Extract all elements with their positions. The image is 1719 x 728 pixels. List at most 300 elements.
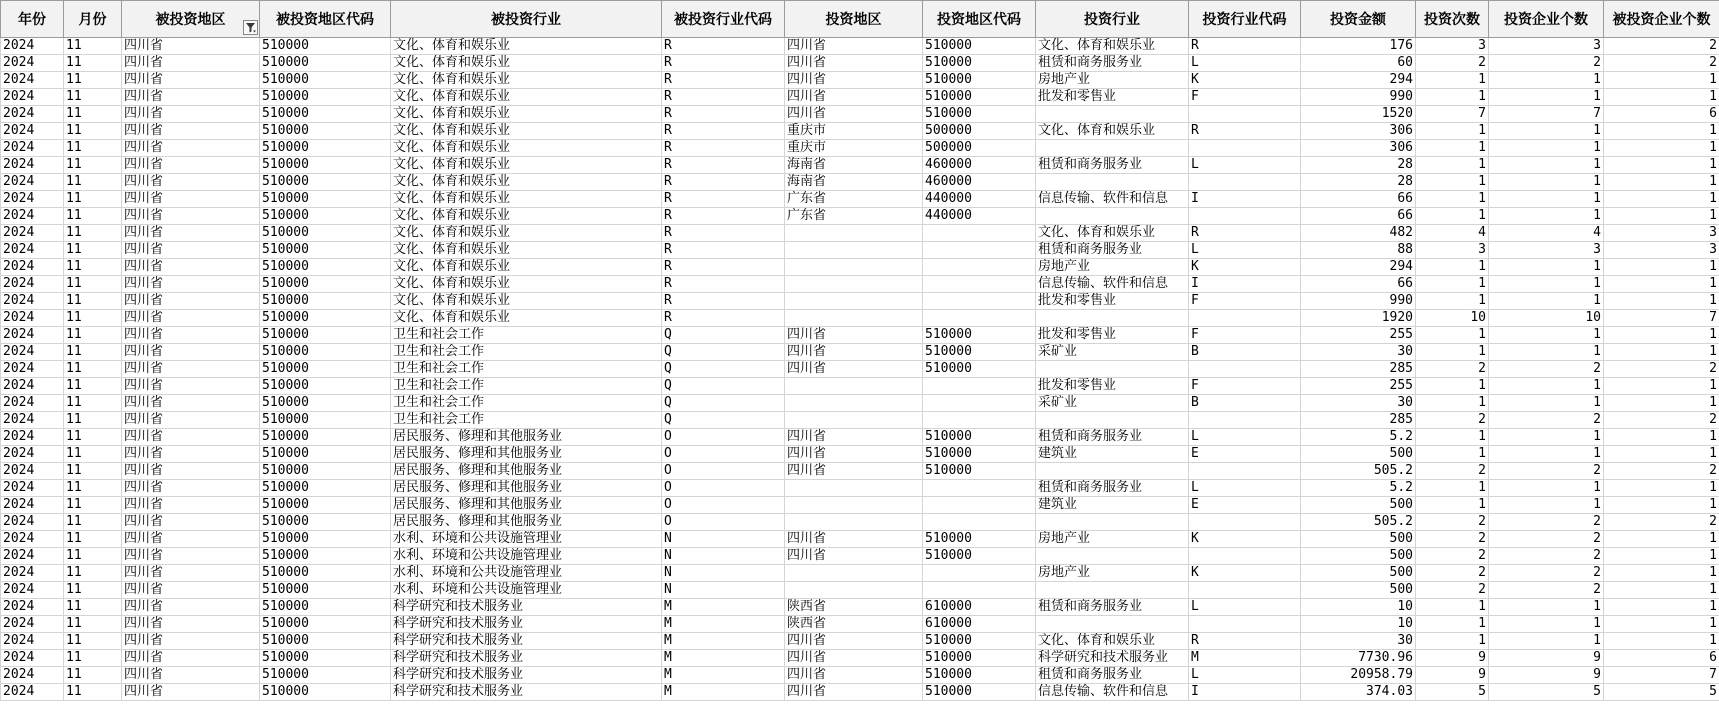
table-cell[interactable]: 510000 <box>923 548 1036 565</box>
table-cell[interactable]: 1 <box>1489 480 1604 497</box>
table-cell[interactable]: 1 <box>1489 259 1604 276</box>
table-cell[interactable]: L <box>1189 157 1301 174</box>
table-cell[interactable]: 2 <box>1416 514 1489 531</box>
table-cell[interactable]: 1 <box>1604 191 1719 208</box>
table-cell[interactable]: 10 <box>1489 310 1604 327</box>
table-cell[interactable]: 四川省 <box>122 429 260 446</box>
table-cell[interactable]: 文化、体育和娱乐业 <box>391 259 662 276</box>
table-cell[interactable]: 510000 <box>923 446 1036 463</box>
table-cell[interactable]: 3 <box>1604 242 1719 259</box>
table-cell[interactable]: 510000 <box>260 55 391 72</box>
table-cell[interactable]: M <box>662 616 785 633</box>
table-cell[interactable]: 510000 <box>923 38 1036 55</box>
table-cell[interactable]: 1 <box>1489 123 1604 140</box>
table-cell[interactable]: 1 <box>1416 208 1489 225</box>
table-cell[interactable]: 1 <box>1604 565 1719 582</box>
table-cell[interactable]: 居民服务、修理和其他服务业 <box>391 429 662 446</box>
table-cell[interactable]: Q <box>662 395 785 412</box>
table-cell[interactable]: 11 <box>64 208 122 225</box>
table-cell[interactable] <box>923 395 1036 412</box>
table-cell[interactable]: 2 <box>1416 565 1489 582</box>
table-cell[interactable]: 科学研究和技术服务业 <box>391 616 662 633</box>
table-cell[interactable] <box>785 395 923 412</box>
table-cell[interactable]: 2024 <box>1 497 64 514</box>
table-cell[interactable] <box>923 259 1036 276</box>
table-cell[interactable]: 510000 <box>260 463 391 480</box>
table-cell[interactable]: 1520 <box>1301 106 1416 123</box>
table-cell[interactable]: 四川省 <box>122 599 260 616</box>
table-cell[interactable]: L <box>1189 242 1301 259</box>
table-cell[interactable]: 租赁和商务服务业 <box>1036 599 1189 616</box>
table-cell[interactable]: 居民服务、修理和其他服务业 <box>391 480 662 497</box>
table-cell[interactable] <box>785 582 923 599</box>
table-cell[interactable]: 510000 <box>260 123 391 140</box>
table-cell[interactable]: 66 <box>1301 191 1416 208</box>
table-cell[interactable]: 2024 <box>1 38 64 55</box>
table-cell[interactable]: 2024 <box>1 89 64 106</box>
table-cell[interactable]: 510000 <box>923 361 1036 378</box>
table-cell[interactable]: 房地产业 <box>1036 259 1189 276</box>
table-cell[interactable]: 510000 <box>923 72 1036 89</box>
table-cell[interactable]: 11 <box>64 89 122 106</box>
table-cell[interactable] <box>1036 412 1189 429</box>
table-cell[interactable]: R <box>662 72 785 89</box>
table-cell[interactable]: 11 <box>64 344 122 361</box>
table-cell[interactable]: 28 <box>1301 157 1416 174</box>
table-cell[interactable]: 1 <box>1489 395 1604 412</box>
table-cell[interactable]: 510000 <box>923 344 1036 361</box>
table-cell[interactable]: Q <box>662 344 785 361</box>
table-cell[interactable]: 四川省 <box>122 208 260 225</box>
table-cell[interactable]: R <box>662 208 785 225</box>
table-cell[interactable]: Q <box>662 361 785 378</box>
table-cell[interactable]: 2024 <box>1 395 64 412</box>
table-cell[interactable]: R <box>662 191 785 208</box>
table-cell[interactable]: 510000 <box>923 531 1036 548</box>
table-cell[interactable]: 510000 <box>260 514 391 531</box>
table-cell[interactable]: 510000 <box>260 548 391 565</box>
table-cell[interactable]: 科学研究和技术服务业 <box>391 633 662 650</box>
table-cell[interactable] <box>1189 208 1301 225</box>
table-cell[interactable]: 6 <box>1604 650 1719 667</box>
table-cell[interactable] <box>923 310 1036 327</box>
table-cell[interactable]: 四川省 <box>785 429 923 446</box>
table-cell[interactable]: 租赁和商务服务业 <box>1036 429 1189 446</box>
table-cell[interactable]: I <box>1189 276 1301 293</box>
table-cell[interactable]: 2024 <box>1 531 64 548</box>
table-cell[interactable]: 2024 <box>1 650 64 667</box>
table-cell[interactable]: 285 <box>1301 361 1416 378</box>
table-cell[interactable]: 四川省 <box>122 497 260 514</box>
table-cell[interactable]: 2 <box>1489 582 1604 599</box>
table-cell[interactable]: 2 <box>1604 412 1719 429</box>
table-cell[interactable]: 11 <box>64 429 122 446</box>
table-cell[interactable]: 500000 <box>923 123 1036 140</box>
table-cell[interactable]: 510000 <box>260 89 391 106</box>
table-cell[interactable]: 2 <box>1489 531 1604 548</box>
table-cell[interactable]: 2024 <box>1 140 64 157</box>
table-cell[interactable]: 2024 <box>1 616 64 633</box>
table-cell[interactable]: 文化、体育和娱乐业 <box>391 140 662 157</box>
table-cell[interactable]: 四川省 <box>122 38 260 55</box>
column-header[interactable] <box>122 1 260 38</box>
table-cell[interactable]: 四川省 <box>785 344 923 361</box>
table-cell[interactable] <box>923 497 1036 514</box>
table-cell[interactable]: 1 <box>1416 327 1489 344</box>
table-cell[interactable]: L <box>1189 480 1301 497</box>
table-cell[interactable]: 7 <box>1416 106 1489 123</box>
table-cell[interactable] <box>1036 208 1189 225</box>
table-cell[interactable]: M <box>1189 650 1301 667</box>
table-cell[interactable]: 四川省 <box>122 293 260 310</box>
table-cell[interactable]: R <box>662 38 785 55</box>
table-cell[interactable]: 文化、体育和娱乐业 <box>391 89 662 106</box>
table-cell[interactable]: 11 <box>64 463 122 480</box>
table-cell[interactable]: 1 <box>1604 293 1719 310</box>
table-cell[interactable]: R <box>662 55 785 72</box>
table-cell[interactable]: 510000 <box>260 378 391 395</box>
table-cell[interactable]: 7 <box>1489 106 1604 123</box>
table-cell[interactable] <box>1189 582 1301 599</box>
table-cell[interactable]: 居民服务、修理和其他服务业 <box>391 497 662 514</box>
table-cell[interactable]: 四川省 <box>785 548 923 565</box>
table-cell[interactable] <box>923 242 1036 259</box>
table-cell[interactable]: 2024 <box>1 55 64 72</box>
table-cell[interactable]: 文化、体育和娱乐业 <box>391 310 662 327</box>
table-cell[interactable]: 1 <box>1416 344 1489 361</box>
table-cell[interactable]: 1 <box>1489 191 1604 208</box>
table-cell[interactable]: B <box>1189 395 1301 412</box>
table-cell[interactable]: 2024 <box>1 667 64 684</box>
table-cell[interactable]: 66 <box>1301 276 1416 293</box>
table-cell[interactable]: 1 <box>1489 378 1604 395</box>
table-cell[interactable]: 卫生和社会工作 <box>391 361 662 378</box>
table-cell[interactable]: 7730.96 <box>1301 650 1416 667</box>
table-cell[interactable]: 500 <box>1301 497 1416 514</box>
table-cell[interactable]: O <box>662 429 785 446</box>
table-cell[interactable]: 2024 <box>1 446 64 463</box>
table-cell[interactable]: 30 <box>1301 633 1416 650</box>
table-cell[interactable]: 四川省 <box>122 633 260 650</box>
table-cell[interactable]: 4 <box>1416 225 1489 242</box>
table-cell[interactable] <box>1189 310 1301 327</box>
table-cell[interactable]: 2024 <box>1 310 64 327</box>
table-cell[interactable]: 11 <box>64 531 122 548</box>
table-cell[interactable]: 510000 <box>923 684 1036 701</box>
table-cell[interactable]: 4 <box>1489 225 1604 242</box>
table-cell[interactable]: 建筑业 <box>1036 497 1189 514</box>
table-cell[interactable]: 510000 <box>260 599 391 616</box>
table-cell[interactable]: E <box>1189 497 1301 514</box>
table-cell[interactable]: 1 <box>1416 72 1489 89</box>
table-cell[interactable]: 水利、环境和公共设施管理业 <box>391 565 662 582</box>
table-cell[interactable]: 11 <box>64 514 122 531</box>
table-cell[interactable]: 1 <box>1489 89 1604 106</box>
table-cell[interactable]: 四川省 <box>122 395 260 412</box>
table-cell[interactable]: 1 <box>1489 72 1604 89</box>
table-cell[interactable]: 四川省 <box>785 327 923 344</box>
table-cell[interactable]: F <box>1189 327 1301 344</box>
table-cell[interactable]: L <box>1189 55 1301 72</box>
table-cell[interactable]: 2024 <box>1 106 64 123</box>
table-cell[interactable]: 1 <box>1416 140 1489 157</box>
table-cell[interactable]: 1 <box>1416 446 1489 463</box>
table-cell[interactable] <box>1036 548 1189 565</box>
table-cell[interactable] <box>1189 514 1301 531</box>
table-cell[interactable]: 四川省 <box>122 276 260 293</box>
table-cell[interactable]: 海南省 <box>785 174 923 191</box>
table-cell[interactable]: 2024 <box>1 225 64 242</box>
table-cell[interactable]: 陕西省 <box>785 599 923 616</box>
table-cell[interactable]: R <box>662 157 785 174</box>
table-cell[interactable]: 1 <box>1604 157 1719 174</box>
table-cell[interactable]: L <box>1189 429 1301 446</box>
table-cell[interactable]: Q <box>662 327 785 344</box>
table-cell[interactable]: 四川省 <box>122 361 260 378</box>
table-cell[interactable]: 1 <box>1489 633 1604 650</box>
table-cell[interactable]: O <box>662 463 785 480</box>
table-cell[interactable]: 11 <box>64 446 122 463</box>
column-header[interactable] <box>1301 1 1416 38</box>
table-cell[interactable]: 1 <box>1416 293 1489 310</box>
column-header[interactable] <box>1416 1 1489 38</box>
table-cell[interactable]: E <box>1189 446 1301 463</box>
table-cell[interactable]: 1 <box>1604 344 1719 361</box>
table-cell[interactable]: 2 <box>1604 463 1719 480</box>
table-cell[interactable]: 文化、体育和娱乐业 <box>391 208 662 225</box>
table-cell[interactable]: 科学研究和技术服务业 <box>391 650 662 667</box>
table-cell[interactable]: 255 <box>1301 378 1416 395</box>
table-cell[interactable]: N <box>662 548 785 565</box>
table-cell[interactable]: 文化、体育和娱乐业 <box>391 225 662 242</box>
table-cell[interactable]: 5 <box>1489 684 1604 701</box>
table-cell[interactable]: Q <box>662 412 785 429</box>
table-cell[interactable]: 500 <box>1301 548 1416 565</box>
table-cell[interactable]: 四川省 <box>122 565 260 582</box>
table-cell[interactable] <box>923 565 1036 582</box>
table-cell[interactable]: 610000 <box>923 616 1036 633</box>
table-cell[interactable]: M <box>662 684 785 701</box>
table-cell[interactable]: 510000 <box>260 259 391 276</box>
table-cell[interactable]: O <box>662 514 785 531</box>
table-cell[interactable]: 2024 <box>1 293 64 310</box>
table-cell[interactable]: 重庆市 <box>785 140 923 157</box>
table-cell[interactable]: 510000 <box>923 106 1036 123</box>
table-cell[interactable]: 四川省 <box>122 310 260 327</box>
table-cell[interactable]: 11 <box>64 174 122 191</box>
table-cell[interactable]: 1 <box>1489 344 1604 361</box>
table-cell[interactable]: 1 <box>1604 616 1719 633</box>
table-cell[interactable]: 四川省 <box>122 327 260 344</box>
table-cell[interactable]: 510000 <box>260 225 391 242</box>
table-cell[interactable] <box>1036 616 1189 633</box>
table-cell[interactable]: 卫生和社会工作 <box>391 412 662 429</box>
table-cell[interactable]: 四川省 <box>122 684 260 701</box>
table-cell[interactable]: 11 <box>64 140 122 157</box>
table-cell[interactable]: 510000 <box>260 582 391 599</box>
table-cell[interactable] <box>923 480 1036 497</box>
table-cell[interactable]: 租赁和商务服务业 <box>1036 480 1189 497</box>
column-header[interactable] <box>785 1 923 38</box>
table-cell[interactable]: M <box>662 633 785 650</box>
table-cell[interactable]: F <box>1189 378 1301 395</box>
table-cell[interactable] <box>785 514 923 531</box>
table-cell[interactable]: 510000 <box>923 667 1036 684</box>
table-cell[interactable]: 房地产业 <box>1036 565 1189 582</box>
table-cell[interactable] <box>1036 514 1189 531</box>
table-cell[interactable]: 文化、体育和娱乐业 <box>1036 123 1189 140</box>
table-cell[interactable]: 1 <box>1416 157 1489 174</box>
table-cell[interactable]: 990 <box>1301 293 1416 310</box>
table-cell[interactable]: 科学研究和技术服务业 <box>391 599 662 616</box>
table-cell[interactable]: 10 <box>1301 616 1416 633</box>
table-cell[interactable]: 批发和零售业 <box>1036 89 1189 106</box>
table-cell[interactable]: 510000 <box>260 497 391 514</box>
table-cell[interactable]: 建筑业 <box>1036 446 1189 463</box>
table-cell[interactable]: 500 <box>1301 565 1416 582</box>
table-cell[interactable]: 500000 <box>923 140 1036 157</box>
table-cell[interactable]: 1 <box>1604 378 1719 395</box>
table-cell[interactable]: 1 <box>1489 140 1604 157</box>
table-cell[interactable]: 11 <box>64 684 122 701</box>
table-cell[interactable]: 四川省 <box>122 463 260 480</box>
table-cell[interactable]: 2024 <box>1 633 64 650</box>
table-cell[interactable] <box>785 276 923 293</box>
table-cell[interactable]: 1 <box>1416 174 1489 191</box>
table-cell[interactable]: K <box>1189 72 1301 89</box>
table-cell[interactable]: 2 <box>1416 361 1489 378</box>
table-cell[interactable]: 2 <box>1489 55 1604 72</box>
table-cell[interactable]: 文化、体育和娱乐业 <box>1036 38 1189 55</box>
table-cell[interactable]: 2 <box>1416 412 1489 429</box>
filter-funnel-icon[interactable] <box>243 20 258 35</box>
table-cell[interactable]: 1 <box>1489 599 1604 616</box>
table-cell[interactable]: 卫生和社会工作 <box>391 327 662 344</box>
table-cell[interactable]: 11 <box>64 412 122 429</box>
table-cell[interactable]: 房地产业 <box>1036 72 1189 89</box>
table-cell[interactable]: F <box>1189 293 1301 310</box>
table-cell[interactable]: 文化、体育和娱乐业 <box>391 123 662 140</box>
table-cell[interactable]: 11 <box>64 548 122 565</box>
table-cell[interactable] <box>923 582 1036 599</box>
table-cell[interactable]: 510000 <box>260 106 391 123</box>
table-cell[interactable]: 460000 <box>923 157 1036 174</box>
table-cell[interactable] <box>923 514 1036 531</box>
table-cell[interactable]: 11 <box>64 633 122 650</box>
table-cell[interactable]: 文化、体育和娱乐业 <box>391 276 662 293</box>
table-cell[interactable]: 3 <box>1416 38 1489 55</box>
table-cell[interactable]: O <box>662 480 785 497</box>
table-cell[interactable]: 3 <box>1489 38 1604 55</box>
table-cell[interactable]: 科学研究和技术服务业 <box>391 684 662 701</box>
table-cell[interactable]: 四川省 <box>122 157 260 174</box>
table-cell[interactable]: 2024 <box>1 582 64 599</box>
table-cell[interactable]: 7 <box>1604 310 1719 327</box>
table-cell[interactable] <box>1036 106 1189 123</box>
table-cell[interactable]: 四川省 <box>122 531 260 548</box>
table-cell[interactable]: 510000 <box>260 667 391 684</box>
table-cell[interactable]: 四川省 <box>122 140 260 157</box>
table-cell[interactable]: 四川省 <box>122 191 260 208</box>
table-cell[interactable]: 9 <box>1416 650 1489 667</box>
table-cell[interactable]: 水利、环境和公共设施管理业 <box>391 531 662 548</box>
table-cell[interactable]: 11 <box>64 106 122 123</box>
table-cell[interactable]: 1 <box>1416 89 1489 106</box>
table-cell[interactable]: 1 <box>1604 123 1719 140</box>
table-cell[interactable]: 2024 <box>1 191 64 208</box>
table-cell[interactable]: 海南省 <box>785 157 923 174</box>
table-cell[interactable]: 2 <box>1489 514 1604 531</box>
table-cell[interactable]: I <box>1189 191 1301 208</box>
table-cell[interactable]: 四川省 <box>122 378 260 395</box>
table-cell[interactable]: 2 <box>1604 514 1719 531</box>
table-cell[interactable]: 文化、体育和娱乐业 <box>391 38 662 55</box>
table-cell[interactable]: 990 <box>1301 89 1416 106</box>
table-cell[interactable]: 文化、体育和娱乐业 <box>391 242 662 259</box>
table-cell[interactable]: 510000 <box>260 293 391 310</box>
table-cell[interactable]: 房地产业 <box>1036 531 1189 548</box>
table-cell[interactable]: 2 <box>1604 361 1719 378</box>
table-cell[interactable]: 四川省 <box>122 259 260 276</box>
table-cell[interactable]: N <box>662 531 785 548</box>
table-cell[interactable]: 510000 <box>260 72 391 89</box>
table-cell[interactable] <box>1189 463 1301 480</box>
table-cell[interactable]: 1 <box>1416 191 1489 208</box>
table-cell[interactable]: 510000 <box>260 276 391 293</box>
table-cell[interactable]: 2024 <box>1 259 64 276</box>
table-cell[interactable] <box>1189 412 1301 429</box>
table-cell[interactable]: 四川省 <box>785 463 923 480</box>
table-cell[interactable]: 482 <box>1301 225 1416 242</box>
table-cell[interactable]: 1 <box>1604 174 1719 191</box>
table-cell[interactable]: 文化、体育和娱乐业 <box>1036 633 1189 650</box>
table-cell[interactable] <box>785 497 923 514</box>
table-cell[interactable]: 租赁和商务服务业 <box>1036 157 1189 174</box>
table-cell[interactable]: 510000 <box>260 446 391 463</box>
table-cell[interactable]: 陕西省 <box>785 616 923 633</box>
table-cell[interactable]: 1 <box>1489 293 1604 310</box>
table-cell[interactable]: 20958.79 <box>1301 667 1416 684</box>
table-cell[interactable]: 采矿业 <box>1036 344 1189 361</box>
table-cell[interactable]: 11 <box>64 361 122 378</box>
table-cell[interactable]: 文化、体育和娱乐业 <box>391 157 662 174</box>
column-header[interactable] <box>662 1 785 38</box>
table-cell[interactable]: 四川省 <box>785 446 923 463</box>
table-cell[interactable]: 批发和零售业 <box>1036 327 1189 344</box>
table-cell[interactable]: R <box>662 140 785 157</box>
table-cell[interactable]: 510000 <box>260 208 391 225</box>
table-cell[interactable] <box>785 242 923 259</box>
table-cell[interactable]: 11 <box>64 157 122 174</box>
table-cell[interactable]: 510000 <box>923 89 1036 106</box>
table-cell[interactable]: 1 <box>1489 429 1604 446</box>
table-cell[interactable]: M <box>662 667 785 684</box>
table-cell[interactable]: 四川省 <box>785 361 923 378</box>
table-cell[interactable]: R <box>662 89 785 106</box>
table-cell[interactable]: 510000 <box>923 429 1036 446</box>
table-cell[interactable]: 7 <box>1604 667 1719 684</box>
table-cell[interactable]: 1 <box>1604 582 1719 599</box>
table-cell[interactable]: 四川省 <box>122 55 260 72</box>
table-cell[interactable]: 510000 <box>260 361 391 378</box>
table-cell[interactable]: 广东省 <box>785 191 923 208</box>
table-cell[interactable]: 294 <box>1301 259 1416 276</box>
table-cell[interactable]: 文化、体育和娱乐业 <box>391 106 662 123</box>
table-cell[interactable] <box>923 412 1036 429</box>
table-cell[interactable]: 1 <box>1416 633 1489 650</box>
table-cell[interactable]: 2 <box>1489 463 1604 480</box>
table-cell[interactable]: K <box>1189 531 1301 548</box>
